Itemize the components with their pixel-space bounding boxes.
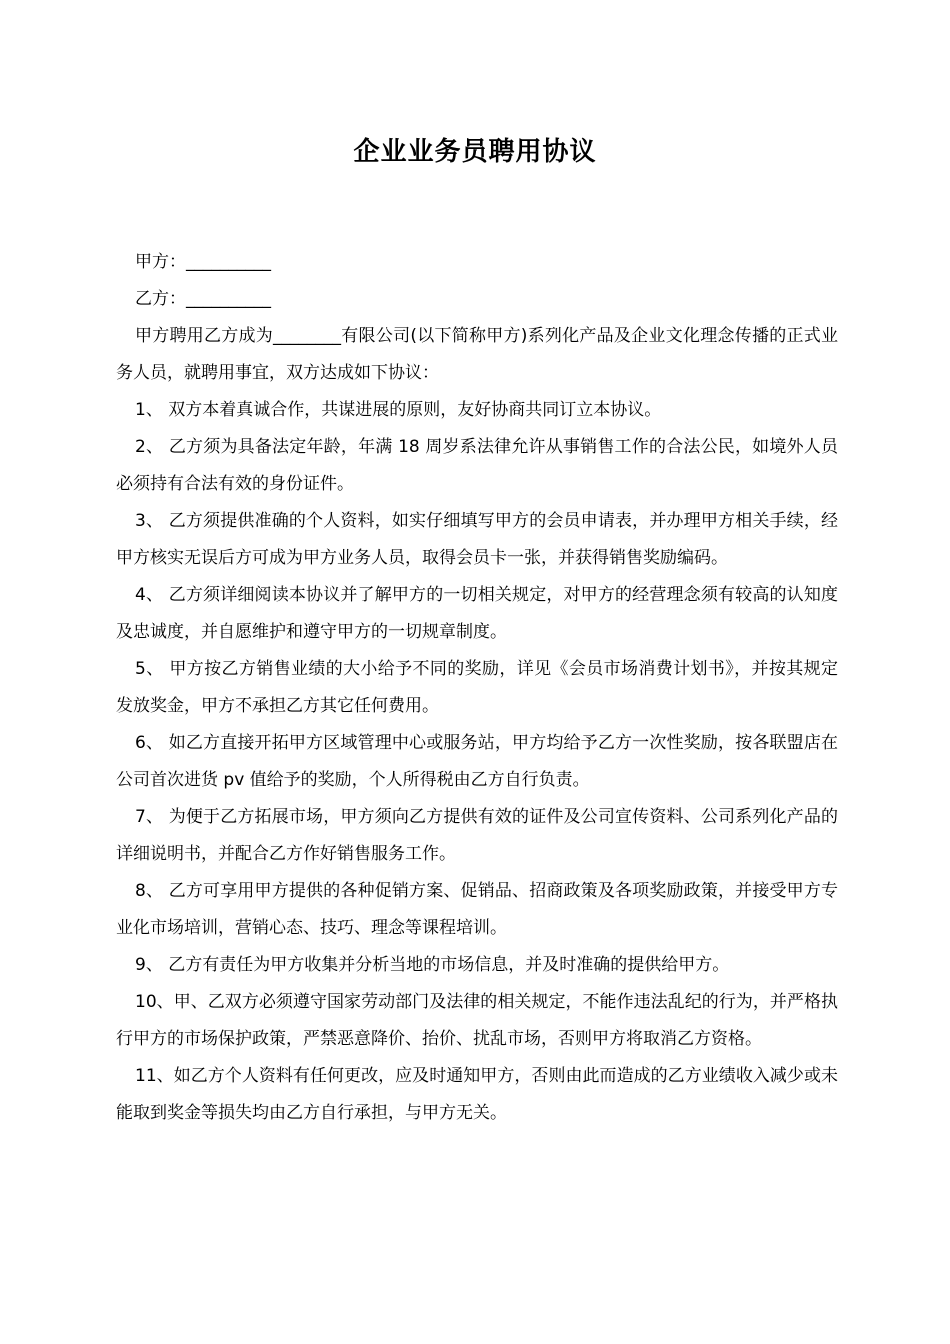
clause-10: 10、甲、乙双方必须遵守国家劳动部门及法律的相关规定，不能作违法乱纪的行为，并严格执行甲方的市场保护政策，严禁恶意降价、抬价、扰乱市场，否则甲方将取消乙方资格。 — [116, 992, 838, 1049]
clause-1: 1、 双方本着真诚合作，共谋进展的原则，友好协商共同订立本协议。 — [135, 400, 662, 420]
clause-6: 6、 如乙方直接开拓甲方区域管理中心或服务站，甲方均给予乙方一次性奖励，按各联盟店在公司首次进货 pv 值给予的奖励，个人所得税由乙方自行负责。 — [116, 733, 838, 790]
clause-9: 9、 乙方有责任为甲方收集并分析当地的市场信息，并及时准确的提供给甲方。 — [135, 955, 730, 975]
clause-3: 3、 乙方须提供准确的个人资料，如实仔细填写甲方的会员申请表，并办理甲方相关手续，经甲方核实无误后方可成为甲方业务人员，取得会员卡一张，并获得销售奖励编码。 — [116, 511, 838, 568]
party-b-line: 乙方：__________ — [135, 289, 271, 309]
clause-11: 11、如乙方个人资料有任何更改，应及时通知甲方，否则由此而造成的乙方业绩收入减少或未能取到奖金等损失均由乙方自行承担，与甲方无关。 — [116, 1066, 838, 1123]
clause-2: 2、 乙方须为具备法定年龄，年满 18 周岁系法律允许从事销售工作的合法公民，如境外人员必须持有合法有效的身份证件。 — [116, 437, 838, 494]
clause-7: 7、 为便于乙方拓展市场，甲方须向乙方提供有效的证件及公司宣传资料、公司系列化产品的详细说明书，并配合乙方作好销售服务工作。 — [116, 807, 838, 864]
document-title: 企业业务员聘用协议 — [353, 137, 597, 167]
document-body — [116, 244, 838, 1132]
party-a-line: 甲方：__________ — [135, 252, 271, 272]
intro-paragraph: 甲方聘用乙方成为________有限公司(以下简称甲方)系列化产品及企业文化理念传播的正式业务人员，就聘用事宜，双方达成如下协议： — [116, 326, 838, 383]
clause-4: 4、 乙方须详细阅读本协议并了解甲方的一切相关规定，对甲方的经营理念须有较高的认知度及忠诚度，并自愿维护和遵守甲方的一切规章制度。 — [116, 585, 838, 642]
clause-5: 5、 甲方按乙方销售业绩的大小给予不同的奖励，详见《会员市场消费计划书》，并按其规定发放奖金，甲方不承担乙方其它任何费用。 — [116, 659, 838, 716]
clause-8: 8、 乙方可享用甲方提供的各种促销方案、促销品、招商政策及各项奖励政策，并接受甲方专业化市场培训，营销心态、技巧、理念等课程培训。 — [116, 881, 838, 938]
